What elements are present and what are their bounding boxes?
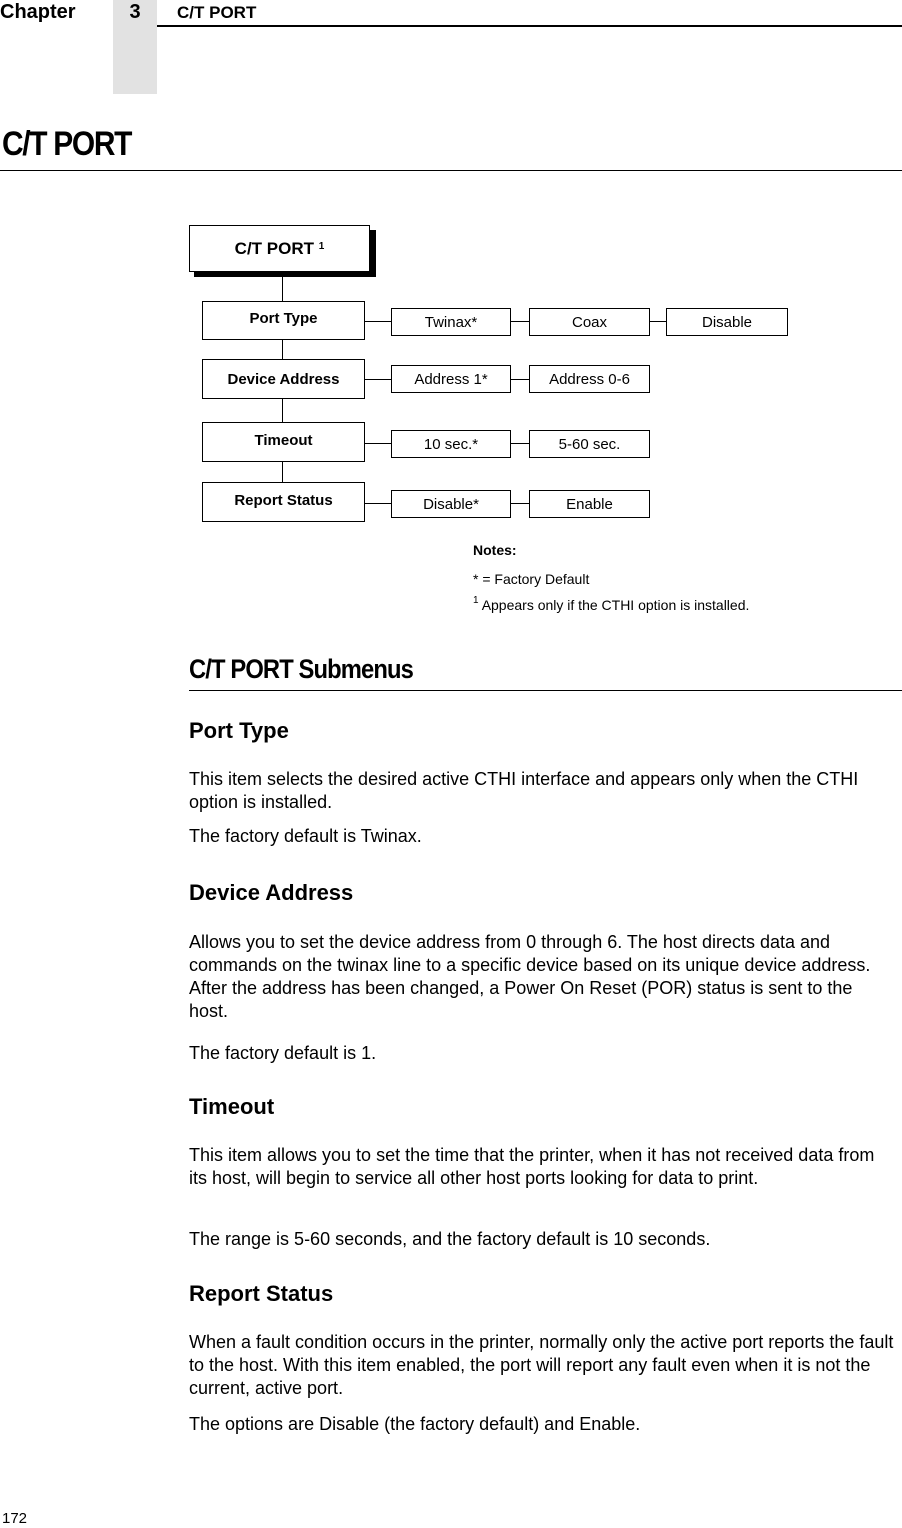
menu-item-label: Timeout — [254, 432, 313, 449]
option-box — [391, 308, 511, 336]
notes-line-2 — [473, 597, 749, 613]
page-title: C/T PORT — [2, 125, 132, 163]
chapter-number: 3 — [129, 1, 141, 23]
option-label: Twinax* — [424, 313, 478, 331]
paragraph: This item allows you to set the time that the printer, when it has not received data from its host, will begin to service all other host ports looking for data to print. — [189, 1145, 875, 1188]
root-menu-box — [189, 225, 370, 272]
chapter-label: Chapter — [0, 1, 76, 23]
paragraph: Allows you to set the device address from 0 through 6. The host directs data and commands on the twinax line to a specific device based on its unique device address. After the address has been changed, a Power On Reset (POR) status is sent to the host. — [189, 932, 871, 1021]
paragraph: This item selects the desired active CTHI interface and appears only when the CTHI option is installed. — [189, 769, 859, 812]
page-number: 172 — [2, 1510, 28, 1527]
option-box — [529, 365, 650, 393]
heading-port-type: Port Type — [189, 718, 289, 743]
option-label: Address 1* — [414, 370, 488, 388]
heading-device-address: Device Address — [189, 880, 354, 905]
paragraph: The range is 5-60 seconds, and the factory default is 10 seconds. — [189, 1229, 711, 1249]
menu-item-port-type — [202, 301, 365, 340]
section-rule — [189, 690, 902, 691]
option-label: Enable — [566, 495, 613, 513]
running-title: C/T PORT — [177, 3, 257, 22]
paragraph: The factory default is 1. — [189, 1043, 377, 1063]
root-menu-superscript: 1 — [318, 241, 325, 252]
connector — [511, 321, 529, 322]
option-box — [391, 430, 511, 458]
menu-item-report-status — [202, 482, 365, 522]
option-box — [391, 490, 511, 518]
connector — [365, 503, 391, 504]
menu-diagram — [0, 0, 902, 640]
notes-line-2-text: Appears only if the CTHI option is installed. — [481, 597, 750, 613]
option-box — [529, 308, 650, 336]
heading-timeout: Timeout — [189, 1094, 275, 1119]
connector — [282, 398, 283, 423]
menu-item-label: Report Status — [234, 492, 333, 509]
notes-line-1: * = Factory Default — [473, 571, 590, 587]
option-label: 10 sec.* — [423, 435, 479, 453]
option-label: Disable* — [423, 495, 479, 513]
connector — [511, 503, 529, 504]
option-box — [391, 365, 511, 393]
option-box — [529, 430, 650, 458]
connector — [282, 272, 283, 302]
paragraph: The options are Disable (the factory default) and Enable. — [189, 1414, 641, 1434]
connector — [511, 443, 529, 444]
connector — [365, 443, 391, 444]
connector — [650, 321, 666, 322]
menu-item-label: Port Type — [249, 310, 318, 327]
section-title: C/T PORT Submenus — [189, 654, 413, 684]
menu-item-device-address — [202, 359, 365, 399]
menu-item-label: Device Address — [227, 370, 340, 388]
menu-item-timeout — [202, 422, 365, 462]
root-menu-label: C/T PORT — [234, 238, 315, 258]
connector — [282, 461, 283, 483]
option-label: Disable — [701, 313, 753, 331]
option-label: 5-60 sec. — [558, 435, 621, 453]
notes-superscript: 1 — [473, 595, 479, 606]
paragraph: The factory default is Twinax. — [189, 826, 422, 846]
paragraph: When a fault condition occurs in the printer, normally only the active port reports the fault to the host. With this item enabled, the port will report any fault even when it is not the current, active port. — [189, 1332, 894, 1398]
connector — [511, 379, 529, 380]
option-box — [666, 308, 788, 336]
connector — [365, 379, 391, 380]
option-box — [529, 490, 650, 518]
heading-report-status: Report Status — [189, 1281, 334, 1306]
notes-heading: Notes: — [473, 542, 517, 558]
option-label: Coax — [571, 313, 608, 331]
connector — [282, 339, 283, 360]
connector — [365, 321, 391, 322]
option-label: Address 0-6 — [549, 370, 630, 388]
